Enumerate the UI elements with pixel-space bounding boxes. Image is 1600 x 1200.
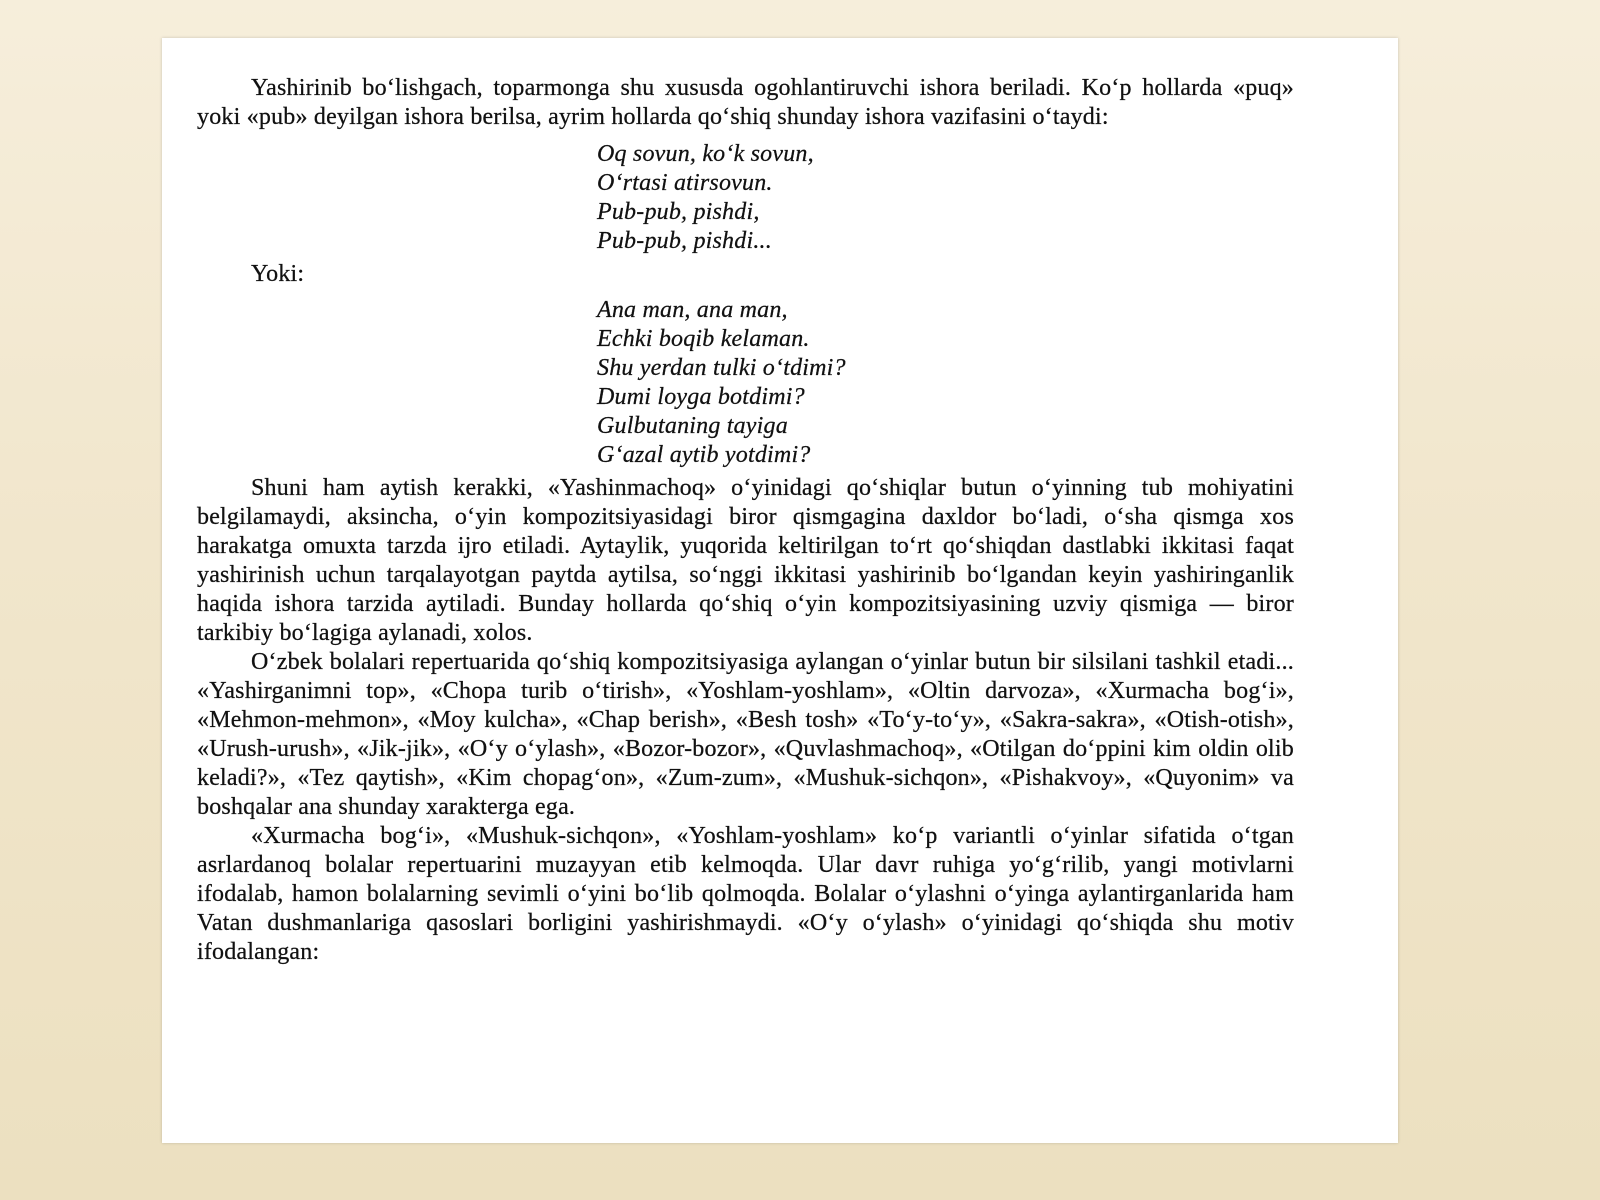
paragraph-1: Yashirinib bo‘lishgach, toparmonga shu xususda ogohlantiruvchi ishora beriladi. Ko‘p hollarda «puq» yoki «pub» deyilgan ishora berilsa, ayrim hollarda qo‘shiq shunday ishora vazifasini o‘taydi: <box>197 75 1294 130</box>
verse-line: Oq sovun, ko‘k sovun, <box>597 141 814 167</box>
paragraph-2: Shuni ham aytish kerakki, «Yashinmachoq» o‘yinidagi qo‘shiqlar butun o‘yinning tub mohiyatini belgilamaydi, aksincha, o‘yin kompozitsiyasidagi biror qismgagina daxldor bo‘ladi, o‘sha qismga xos harakatga omuxta tarzda ijro etiladi. Aytaylik, yuqorida keltirilgan to‘rt qo‘shiqdan dastlabki ikkitasi faqat yashirinish uchun tarqalayotgan paytda aytilsa, so‘nggi ikkitasi yashirinib bo‘lgandan keyin yashiringanlik haqida ishora tarzida aytiladi. Bunday hollarda qo‘shiq o‘yin kompozitsiyasining uzviy qismiga — biror tarkibiy bo‘lagiga aylanadi, xolos. <box>197 475 1294 646</box>
verse-line: G‘azal aytib yotdimi? <box>597 442 811 468</box>
verse-line: Dumi loyga botdimi? <box>597 384 805 410</box>
document-page <box>162 38 1398 1143</box>
verse-1 <box>597 140 1294 256</box>
verse-line: Echki boqib kelaman. <box>597 326 810 352</box>
verse-line: O‘rtasi atirsovun. <box>597 170 773 196</box>
verse-line: Ana man, ana man, <box>597 297 788 323</box>
verse-line: Pub-pub, pishdi, <box>597 199 760 225</box>
page-text <box>197 74 1294 967</box>
verse-line: Gulbutaning tayiga <box>597 413 788 439</box>
verse-2 <box>597 296 1294 470</box>
verse-line: Shu yerdan tulki o‘tdimi? <box>597 355 846 381</box>
paragraph-4: «Xurmacha bog‘i», «Mushuk-sichqon», «Yoshlam-yoshlam» ko‘p variantli o‘yinlar sifatida o‘tgan asrlardanoq bolalar repertuarini muzayyan etib kelmoqda. Ular davr ruhiga yo‘g‘rilib, yangi motivlarni ifodalab, hamon bolalarning sevimli o‘yini bo‘lib qolmoqda. Bolalar o‘ylashni o‘yinga aylantirganlarida ham Vatan dushmanlariga qasoslari borligini yashirishmaydi. «O‘y o‘ylash» o‘yinidagi qo‘shiqda shu motiv ifodalangan: <box>197 823 1294 965</box>
paragraph-3: O‘zbek bolalari repertuarida qo‘shiq kompozitsiyasiga aylangan o‘yinlar butun bir silsilani tashkil etadi... «Yashirganimni top», «Chopa turib o‘tirish», «Yoshlam-yoshlam», «Oltin darvoza», «Xurmacha bog‘i», «Mehmon-mehmon», «Moy kulcha», «Chap berish», «Besh tosh» «To‘y-to‘y», «Sakra-sakra», «Otish-otish», «Urush-urush», «Jik-jik», «O‘y o‘ylash», «Bozor-bozor», «Quvlashmachoq», «Otilgan do‘ppini kim oldin olib keladi?», «Tez qaytish», «Kim chopag‘on», «Zum-zum», «Mushuk-sichqon», «Pishakvoy», «Quyonim» va boshqalar ana shunday xarakterga ega. <box>197 649 1294 820</box>
verse-line: Pub-pub, pishdi... <box>597 228 772 254</box>
yoki-label: Yoki: <box>251 261 305 287</box>
